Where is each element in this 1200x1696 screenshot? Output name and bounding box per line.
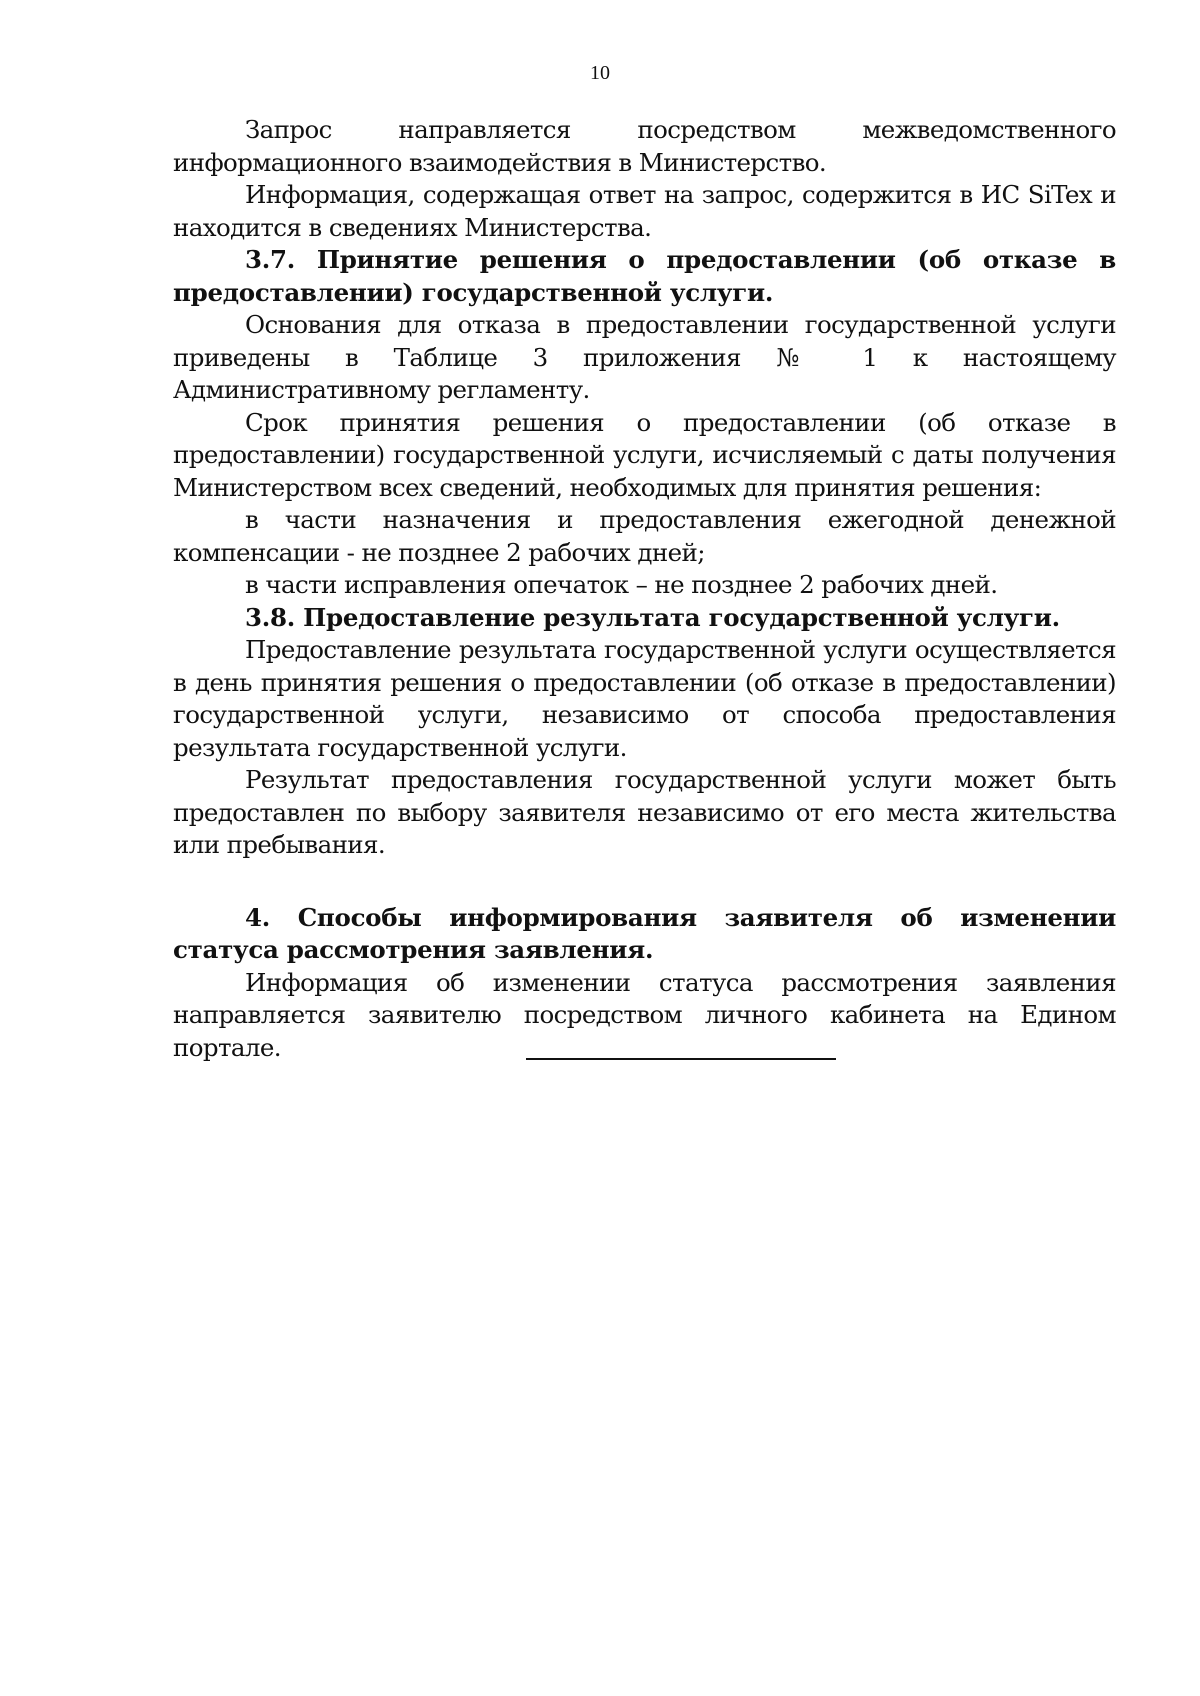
- paragraph-refusal-grounds: Основания для отказа в предоставлении государственной услуги приведены в Таблице 3 приложения № 1 к настоящему Административному регламенту.: [173, 310, 1116, 404]
- page-number: 10: [590, 62, 610, 84]
- paragraph-compensation-term: в части назначения и предоставления ежегодной денежной компенсации - не позднее 2 рабочих дней;: [173, 505, 1116, 567]
- paragraph-request: Запрос направляется посредством межведомственного информационного взаимодействия в Министерство.: [173, 115, 1116, 177]
- section-heading-3-8: 3.8. Предоставление результата государственной услуги.: [245, 602, 1060, 632]
- paragraph-status-notification: Информация об изменении статуса рассмотрения заявления направляется заявителю посредством личного кабинета на Едином портале.: [173, 967, 1116, 1062]
- paragraph-response-info: Информация, содержащая ответ на запрос, содержится в ИС SiTex и находится в сведениях Министерства.: [173, 180, 1116, 242]
- section-heading-4: 4. Способы информирования заявителя об изменении статуса рассмотрения заявления.: [173, 902, 1116, 964]
- paragraph-decision-term: Срок принятия решения о предоставлении (об отказе в предоставлении) государственной услуги, исчисляемый с даты получения Министерством всех сведений, необходимых для принятия решения:: [173, 407, 1116, 502]
- section-spacer: [173, 862, 1116, 902]
- paragraph-result-choice: Результат предоставления государственной услуги может быть предоставлен по выбору заявителя независимо от его места жительства или пребывания.: [173, 765, 1116, 859]
- document-body: [173, 114, 1116, 1064]
- paragraph-result-delivery: Предоставление результата государственной услуги осуществляется в день принятия решения о предоставлении (об отказе в предоставлении) государственной услуги, независимо от способа предоставления результата государственной услуги.: [173, 635, 1116, 762]
- section-heading-3-7: 3.7. Принятие решения о предоставлении (об отказе в предоставлении) государственной услуги.: [173, 245, 1116, 307]
- paragraph-typo-term: в части исправления опечаток – не позднее 2 рабочих дней.: [245, 570, 998, 599]
- end-of-text-rule: [526, 1058, 836, 1060]
